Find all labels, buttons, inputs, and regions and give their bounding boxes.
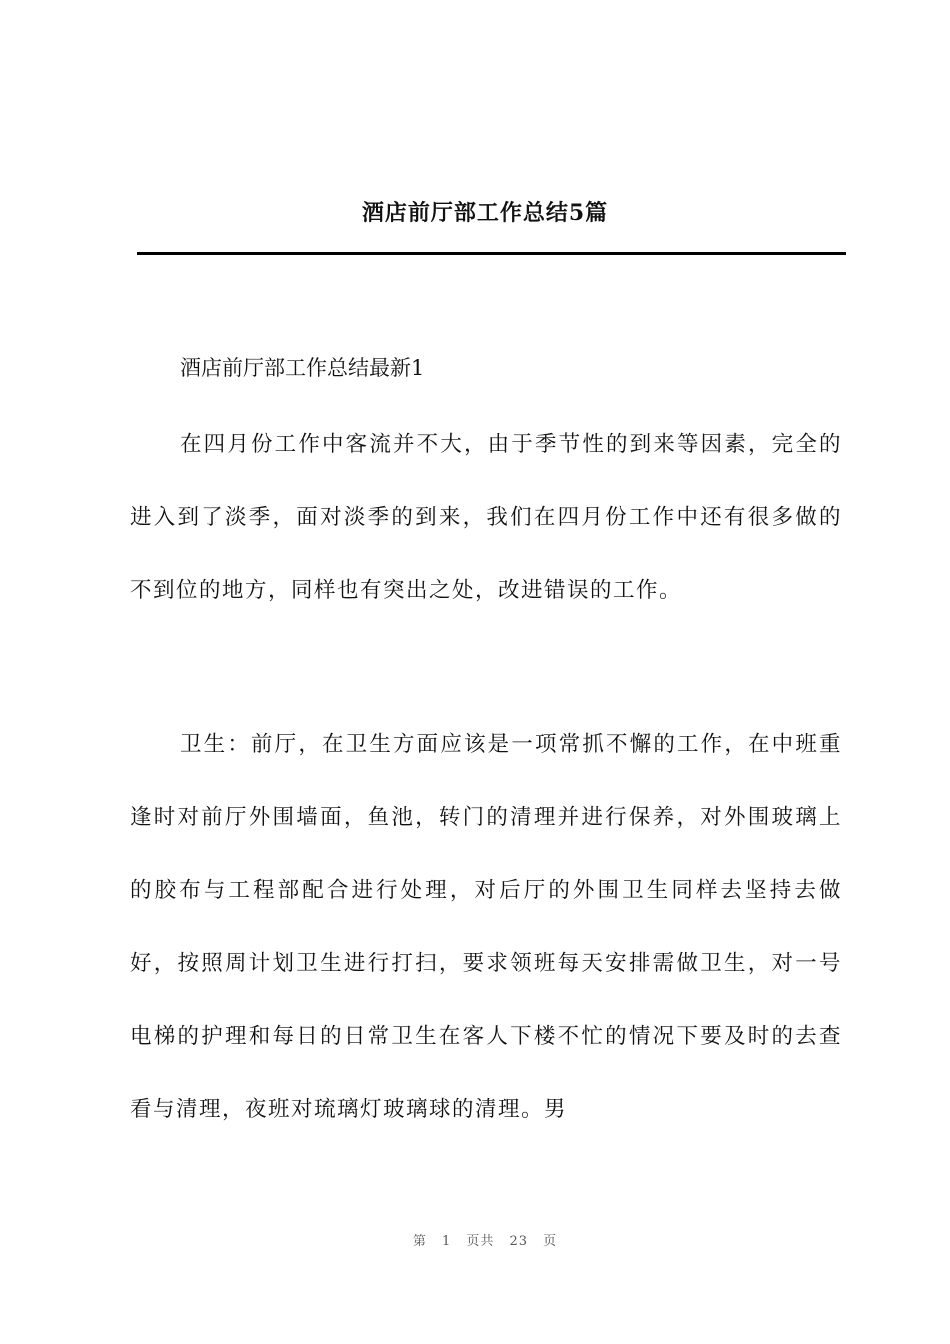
section-heading: 酒店前厅部工作总结最新1 (180, 356, 425, 380)
title-underline-rule (137, 252, 846, 255)
body-paragraph-2: 卫生：前厅，在卫生方面应该是一项常抓不懈的工作，在中班重逢时对前厅外围墙面，鱼池，转门的清理并进行保养，对外围玻璃上的胶布与工程部配合进行处理，对后厅的外围卫生同样去坚持去做好，按照周计划卫生进行打扫，要求领班每天安排需做卫生，对一号电梯的护理和每日的日常卫生在客人下楼不忙的情况下要及时的去查看与清理，夜班对琉璃灯玻璃球的清理。男 (130, 732, 842, 1122)
body-paragraph-1: 在四月份工作中客流并不大，由于季节性的到来等因素，完全的进入到了淡季，面对淡季的到来，我们在四月份工作中还有很多做的不到位的地方，同样也有突出之处，改进错误的工作。 (130, 432, 842, 603)
page-footer: 第 1 页共 23 页 (412, 1234, 558, 1249)
document-title: 酒店前厅部工作总结5篇 (361, 200, 609, 226)
